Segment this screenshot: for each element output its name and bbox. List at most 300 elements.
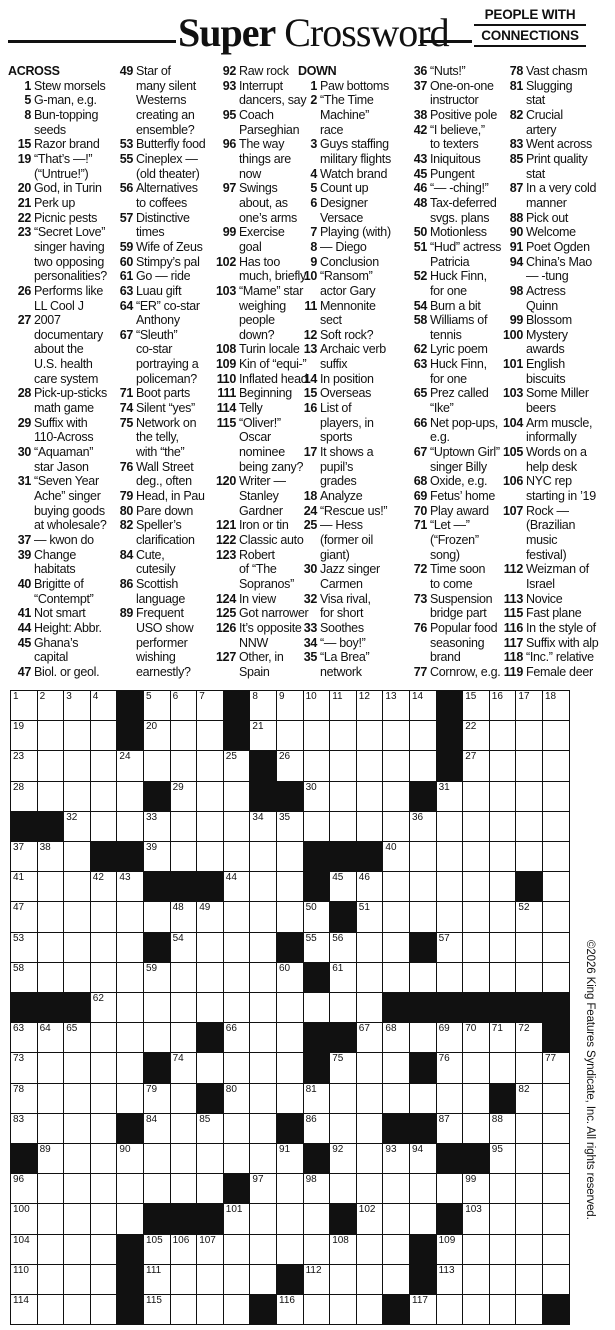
grid-cell[interactable]: [462, 1264, 490, 1295]
grid-cell[interactable]: [462, 841, 490, 872]
grid-cell[interactable]: [143, 962, 171, 993]
grid-cell[interactable]: [436, 1234, 464, 1265]
grid-cell[interactable]: [223, 1022, 251, 1053]
grid-cell[interactable]: [462, 690, 490, 721]
grid-cell[interactable]: [249, 690, 277, 721]
grid-cell[interactable]: [10, 1022, 38, 1053]
grid-cell[interactable]: [276, 750, 304, 781]
grid-cell[interactable]: [303, 1173, 331, 1204]
grid-cell[interactable]: [542, 932, 570, 963]
grid-cell[interactable]: [196, 1234, 224, 1265]
grid-cell[interactable]: [303, 781, 331, 812]
grid-cell[interactable]: [116, 781, 144, 812]
grid-cell[interactable]: [10, 1052, 38, 1083]
grid-cell[interactable]: [37, 720, 65, 751]
grid-cell[interactable]: [249, 962, 277, 993]
grid-cell[interactable]: [276, 1083, 304, 1114]
grid-cell[interactable]: [542, 841, 570, 872]
grid-cell[interactable]: [116, 1022, 144, 1053]
grid-cell[interactable]: [116, 962, 144, 993]
grid-cell[interactable]: [63, 1083, 91, 1114]
grid-cell[interactable]: [542, 1264, 570, 1295]
grid-cell[interactable]: [37, 1022, 65, 1053]
grid-cell[interactable]: [276, 992, 304, 1023]
grid-cell[interactable]: [489, 841, 517, 872]
grid-cell[interactable]: [329, 720, 357, 751]
grid-cell[interactable]: [356, 1022, 384, 1053]
grid-cell[interactable]: [10, 690, 38, 721]
grid-cell[interactable]: [276, 690, 304, 721]
grid-cell[interactable]: [63, 962, 91, 993]
grid-cell[interactable]: [329, 1143, 357, 1174]
grid-cell[interactable]: [276, 1052, 304, 1083]
grid-cell[interactable]: [196, 1264, 224, 1295]
grid-cell[interactable]: [143, 750, 171, 781]
grid-cell[interactable]: [382, 1052, 410, 1083]
grid-cell[interactable]: [329, 1052, 357, 1083]
grid-cell[interactable]: [409, 1143, 437, 1174]
grid-cell[interactable]: [196, 1143, 224, 1174]
grid-cell[interactable]: [223, 962, 251, 993]
grid-cell[interactable]: [515, 690, 543, 721]
grid-cell[interactable]: [436, 932, 464, 963]
grid-cell[interactable]: [37, 1234, 65, 1265]
grid-cell[interactable]: [223, 1143, 251, 1174]
grid-cell[interactable]: [462, 932, 490, 963]
grid-cell[interactable]: [223, 992, 251, 1023]
grid-cell[interactable]: [382, 720, 410, 751]
grid-cell[interactable]: [37, 932, 65, 963]
grid-cell[interactable]: [382, 811, 410, 842]
grid-cell[interactable]: [90, 1052, 118, 1083]
grid-cell[interactable]: [10, 781, 38, 812]
grid-cell[interactable]: [170, 720, 198, 751]
grid-cell[interactable]: [143, 901, 171, 932]
grid-cell[interactable]: [196, 811, 224, 842]
grid-cell[interactable]: [436, 811, 464, 842]
grid-cell[interactable]: [170, 901, 198, 932]
grid-cell[interactable]: [196, 1173, 224, 1204]
grid-cell[interactable]: [90, 962, 118, 993]
grid-cell[interactable]: [249, 1173, 277, 1204]
grid-cell[interactable]: [382, 901, 410, 932]
grid-cell[interactable]: [90, 1113, 118, 1144]
grid-cell[interactable]: [356, 871, 384, 902]
grid-cell[interactable]: [382, 1143, 410, 1174]
grid-cell[interactable]: [37, 962, 65, 993]
grid-cell[interactable]: [37, 750, 65, 781]
grid-cell[interactable]: [90, 1203, 118, 1234]
grid-cell[interactable]: [10, 1264, 38, 1295]
grid-cell[interactable]: [489, 1143, 517, 1174]
grid-cell[interactable]: [90, 901, 118, 932]
grid-cell[interactable]: [63, 1234, 91, 1265]
grid-cell[interactable]: [90, 992, 118, 1023]
grid-cell[interactable]: [143, 1083, 171, 1114]
grid-cell[interactable]: [489, 901, 517, 932]
grid-cell[interactable]: [223, 901, 251, 932]
grid-cell[interactable]: [489, 1203, 517, 1234]
grid-cell[interactable]: [116, 1143, 144, 1174]
grid-cell[interactable]: [329, 1294, 357, 1325]
grid-cell[interactable]: [515, 1294, 543, 1325]
grid-cell[interactable]: [10, 720, 38, 751]
grid-cell[interactable]: [542, 1083, 570, 1114]
grid-cell[interactable]: [276, 811, 304, 842]
grid-cell[interactable]: [170, 1264, 198, 1295]
grid-cell[interactable]: [542, 1143, 570, 1174]
grid-cell[interactable]: [143, 811, 171, 842]
grid-cell[interactable]: [329, 871, 357, 902]
grid-cell[interactable]: [515, 750, 543, 781]
grid-cell[interactable]: [382, 841, 410, 872]
grid-cell[interactable]: [196, 962, 224, 993]
grid-cell[interactable]: [116, 1052, 144, 1083]
grid-cell[interactable]: [462, 1083, 490, 1114]
grid-cell[interactable]: [515, 811, 543, 842]
grid-cell[interactable]: [489, 1022, 517, 1053]
grid-cell[interactable]: [542, 901, 570, 932]
grid-cell[interactable]: [249, 811, 277, 842]
grid-cell[interactable]: [249, 1264, 277, 1295]
grid-cell[interactable]: [170, 690, 198, 721]
grid-cell[interactable]: [63, 871, 91, 902]
grid-cell[interactable]: [462, 1294, 490, 1325]
grid-cell[interactable]: [63, 932, 91, 963]
grid-cell[interactable]: [249, 871, 277, 902]
grid-cell[interactable]: [196, 841, 224, 872]
grid-cell[interactable]: [196, 781, 224, 812]
grid-cell[interactable]: [356, 1173, 384, 1204]
grid-cell[interactable]: [515, 1022, 543, 1053]
grid-cell[interactable]: [303, 992, 331, 1023]
grid-cell[interactable]: [542, 871, 570, 902]
grid-cell[interactable]: [249, 841, 277, 872]
grid-cell[interactable]: [409, 1294, 437, 1325]
grid-cell[interactable]: [143, 720, 171, 751]
grid-cell[interactable]: [382, 690, 410, 721]
grid-cell[interactable]: [462, 720, 490, 751]
grid-cell[interactable]: [515, 720, 543, 751]
grid-cell[interactable]: [462, 1203, 490, 1234]
grid-cell[interactable]: [90, 720, 118, 751]
grid-cell[interactable]: [356, 962, 384, 993]
grid-cell[interactable]: [382, 1203, 410, 1234]
grid-cell[interactable]: [276, 1203, 304, 1234]
grid-cell[interactable]: [329, 781, 357, 812]
grid-cell[interactable]: [462, 1022, 490, 1053]
grid-cell[interactable]: [382, 1173, 410, 1204]
grid-cell[interactable]: [382, 1264, 410, 1295]
grid-cell[interactable]: [276, 720, 304, 751]
grid-cell[interactable]: [90, 781, 118, 812]
grid-cell[interactable]: [436, 901, 464, 932]
grid-cell[interactable]: [170, 992, 198, 1023]
grid-cell[interactable]: [462, 750, 490, 781]
grid-cell[interactable]: [223, 1083, 251, 1114]
grid-cell[interactable]: [196, 720, 224, 751]
grid-cell[interactable]: [303, 811, 331, 842]
grid-cell[interactable]: [409, 720, 437, 751]
grid-cell[interactable]: [356, 932, 384, 963]
grid-cell[interactable]: [489, 1113, 517, 1144]
grid-cell[interactable]: [63, 1022, 91, 1053]
grid-cell[interactable]: [542, 1203, 570, 1234]
grid-cell[interactable]: [276, 1294, 304, 1325]
grid-cell[interactable]: [489, 1234, 517, 1265]
grid-cell[interactable]: [515, 1173, 543, 1204]
grid-cell[interactable]: [10, 750, 38, 781]
grid-cell[interactable]: [90, 871, 118, 902]
grid-cell[interactable]: [356, 1294, 384, 1325]
grid-cell[interactable]: [170, 750, 198, 781]
grid-cell[interactable]: [382, 781, 410, 812]
grid-cell[interactable]: [10, 1113, 38, 1144]
grid-cell[interactable]: [542, 720, 570, 751]
grid-cell[interactable]: [409, 901, 437, 932]
grid-cell[interactable]: [10, 1294, 38, 1325]
grid-cell[interactable]: [196, 750, 224, 781]
grid-cell[interactable]: [356, 781, 384, 812]
grid-cell[interactable]: [63, 1113, 91, 1144]
grid-cell[interactable]: [37, 841, 65, 872]
grid-cell[interactable]: [542, 811, 570, 842]
grid-cell[interactable]: [143, 1173, 171, 1204]
grid-cell[interactable]: [356, 811, 384, 842]
grid-cell[interactable]: [489, 932, 517, 963]
grid-cell[interactable]: [542, 1113, 570, 1144]
grid-cell[interactable]: [223, 811, 251, 842]
grid-cell[interactable]: [542, 962, 570, 993]
grid-cell[interactable]: [303, 690, 331, 721]
grid-cell[interactable]: [382, 1234, 410, 1265]
grid-cell[interactable]: [223, 841, 251, 872]
grid-cell[interactable]: [116, 871, 144, 902]
grid-cell[interactable]: [196, 901, 224, 932]
grid-cell[interactable]: [329, 1234, 357, 1265]
grid-cell[interactable]: [276, 962, 304, 993]
grid-cell[interactable]: [356, 1264, 384, 1295]
grid-cell[interactable]: [143, 1022, 171, 1053]
grid-cell[interactable]: [10, 1234, 38, 1265]
grid-cell[interactable]: [436, 1083, 464, 1114]
grid-cell[interactable]: [303, 932, 331, 963]
grid-cell[interactable]: [409, 750, 437, 781]
grid-cell[interactable]: [409, 962, 437, 993]
grid-cell[interactable]: [63, 811, 91, 842]
grid-cell[interactable]: [489, 1264, 517, 1295]
grid-cell[interactable]: [356, 750, 384, 781]
grid-cell[interactable]: [170, 1294, 198, 1325]
grid-cell[interactable]: [382, 932, 410, 963]
grid-cell[interactable]: [515, 1264, 543, 1295]
grid-cell[interactable]: [515, 1083, 543, 1114]
grid-cell[interactable]: [515, 1234, 543, 1265]
grid-cell[interactable]: [249, 1083, 277, 1114]
grid-cell[interactable]: [356, 690, 384, 721]
grid-cell[interactable]: [170, 1022, 198, 1053]
grid-cell[interactable]: [37, 1052, 65, 1083]
grid-cell[interactable]: [223, 1203, 251, 1234]
grid-cell[interactable]: [303, 1113, 331, 1144]
grid-cell[interactable]: [116, 932, 144, 963]
grid-cell[interactable]: [276, 841, 304, 872]
grid-cell[interactable]: [170, 1083, 198, 1114]
grid-cell[interactable]: [63, 1143, 91, 1174]
grid-cell[interactable]: [116, 1083, 144, 1114]
grid-cell[interactable]: [170, 1234, 198, 1265]
grid-cell[interactable]: [382, 750, 410, 781]
grid-cell[interactable]: [37, 1143, 65, 1174]
grid-cell[interactable]: [409, 1022, 437, 1053]
grid-cell[interactable]: [462, 781, 490, 812]
grid-cell[interactable]: [515, 1052, 543, 1083]
grid-cell[interactable]: [10, 901, 38, 932]
grid-cell[interactable]: [223, 1234, 251, 1265]
grid-cell[interactable]: [249, 1203, 277, 1234]
grid-cell[interactable]: [356, 1234, 384, 1265]
grid-cell[interactable]: [276, 871, 304, 902]
grid-cell[interactable]: [37, 1264, 65, 1295]
grid-cell[interactable]: [37, 690, 65, 721]
grid-cell[interactable]: [223, 1264, 251, 1295]
grid-cell[interactable]: [462, 1234, 490, 1265]
grid-cell[interactable]: [329, 1264, 357, 1295]
grid-cell[interactable]: [329, 1173, 357, 1204]
grid-cell[interactable]: [170, 1113, 198, 1144]
grid-cell[interactable]: [436, 1294, 464, 1325]
grid-cell[interactable]: [63, 1203, 91, 1234]
grid-cell[interactable]: [90, 811, 118, 842]
grid-cell[interactable]: [436, 962, 464, 993]
grid-cell[interactable]: [10, 932, 38, 963]
grid-cell[interactable]: [356, 901, 384, 932]
grid-cell[interactable]: [249, 901, 277, 932]
grid-cell[interactable]: [143, 841, 171, 872]
grid-cell[interactable]: [116, 992, 144, 1023]
grid-cell[interactable]: [356, 1052, 384, 1083]
grid-cell[interactable]: [170, 962, 198, 993]
grid-cell[interactable]: [90, 1083, 118, 1114]
grid-cell[interactable]: [436, 1022, 464, 1053]
grid-cell[interactable]: [489, 750, 517, 781]
grid-cell[interactable]: [196, 1113, 224, 1144]
grid-cell[interactable]: [63, 1173, 91, 1204]
grid-cell[interactable]: [462, 962, 490, 993]
grid-cell[interactable]: [223, 932, 251, 963]
grid-cell[interactable]: [436, 1113, 464, 1144]
grid-cell[interactable]: [249, 1113, 277, 1144]
grid-cell[interactable]: [90, 690, 118, 721]
grid-cell[interactable]: [116, 750, 144, 781]
grid-cell[interactable]: [276, 1143, 304, 1174]
grid-cell[interactable]: [303, 720, 331, 751]
grid-cell[interactable]: [409, 841, 437, 872]
grid-cell[interactable]: [223, 750, 251, 781]
grid-cell[interactable]: [196, 1294, 224, 1325]
grid-cell[interactable]: [462, 901, 490, 932]
grid-cell[interactable]: [329, 690, 357, 721]
grid-cell[interactable]: [196, 932, 224, 963]
grid-cell[interactable]: [409, 690, 437, 721]
grid-cell[interactable]: [462, 811, 490, 842]
grid-cell[interactable]: [356, 992, 384, 1023]
grid-cell[interactable]: [329, 1083, 357, 1114]
grid-cell[interactable]: [170, 932, 198, 963]
grid-cell[interactable]: [356, 1203, 384, 1234]
grid-cell[interactable]: [143, 1143, 171, 1174]
grid-cell[interactable]: [10, 962, 38, 993]
grid-cell[interactable]: [63, 901, 91, 932]
grid-cell[interactable]: [170, 841, 198, 872]
grid-cell[interactable]: [382, 962, 410, 993]
grid-cell[interactable]: [249, 932, 277, 963]
grid-cell[interactable]: [37, 1173, 65, 1204]
grid-cell[interactable]: [170, 811, 198, 842]
grid-cell[interactable]: [276, 1022, 304, 1053]
grid-cell[interactable]: [462, 1173, 490, 1204]
grid-cell[interactable]: [90, 1143, 118, 1174]
grid-cell[interactable]: [10, 871, 38, 902]
grid-cell[interactable]: [382, 1022, 410, 1053]
grid-cell[interactable]: [515, 1203, 543, 1234]
grid-cell[interactable]: [489, 1052, 517, 1083]
grid-cell[interactable]: [382, 1083, 410, 1114]
grid-cell[interactable]: [329, 932, 357, 963]
grid-cell[interactable]: [223, 1052, 251, 1083]
grid-cell[interactable]: [63, 1264, 91, 1295]
grid-cell[interactable]: [90, 1294, 118, 1325]
grid-cell[interactable]: [542, 1052, 570, 1083]
grid-cell[interactable]: [303, 1264, 331, 1295]
grid-cell[interactable]: [515, 901, 543, 932]
grid-cell[interactable]: [10, 1083, 38, 1114]
grid-cell[interactable]: [489, 811, 517, 842]
grid-cell[interactable]: [409, 1083, 437, 1114]
grid-cell[interactable]: [356, 1113, 384, 1144]
grid-cell[interactable]: [63, 781, 91, 812]
grid-cell[interactable]: [143, 690, 171, 721]
grid-cell[interactable]: [515, 781, 543, 812]
grid-cell[interactable]: [303, 901, 331, 932]
grid-cell[interactable]: [143, 992, 171, 1023]
grid-cell[interactable]: [249, 1022, 277, 1053]
grid-cell[interactable]: [10, 1203, 38, 1234]
grid-cell[interactable]: [303, 1203, 331, 1234]
grid-cell[interactable]: [143, 1113, 171, 1144]
grid-cell[interactable]: [90, 750, 118, 781]
grid-cell[interactable]: [542, 1234, 570, 1265]
grid-cell[interactable]: [37, 1294, 65, 1325]
grid-cell[interactable]: [436, 781, 464, 812]
grid-cell[interactable]: [10, 1173, 38, 1204]
grid-cell[interactable]: [37, 1203, 65, 1234]
grid-cell[interactable]: [63, 690, 91, 721]
grid-cell[interactable]: [116, 1173, 144, 1204]
grid-cell[interactable]: [515, 1113, 543, 1144]
grid-cell[interactable]: [436, 1173, 464, 1204]
grid-cell[interactable]: [276, 1173, 304, 1204]
grid-cell[interactable]: [63, 720, 91, 751]
grid-cell[interactable]: [116, 901, 144, 932]
grid-cell[interactable]: [542, 1173, 570, 1204]
grid-cell[interactable]: [90, 1022, 118, 1053]
grid-cell[interactable]: [356, 1083, 384, 1114]
grid-cell[interactable]: [303, 1294, 331, 1325]
grid-cell[interactable]: [37, 871, 65, 902]
grid-cell[interactable]: [329, 811, 357, 842]
grid-cell[interactable]: [356, 1143, 384, 1174]
